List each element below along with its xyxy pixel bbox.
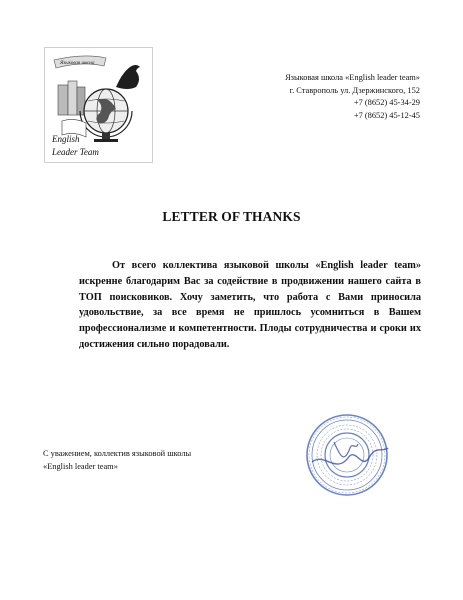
phone-line-1: +7 (8652) 45-34-29 <box>353 98 420 108</box>
signature-block <box>43 448 191 473</box>
address-line-2: г. Ставрополь ул. Дзержинского, 152 <box>289 85 420 95</box>
letter-body-text: От всего коллектива языковой школы «English leader team» искренне благодарим Вас за содействие в продвижении нашего сайта в ТОП поисковиков. Хочу заметить, что работа с Вами приносила удовольствие, за все время не пришлось усомниться в Вашем профессионализме и компетентности. Плоды сотрудничества и сроки их достижения сильно порадовали. <box>79 260 421 350</box>
phone-line-2: +7 (8652) 45-12-45 <box>353 110 420 120</box>
logo-name-line1: English <box>52 134 80 144</box>
official-stamp <box>304 412 390 498</box>
address-line-1: Языковая школа «English leader team» <box>285 73 420 82</box>
letter-title: LETTER OF THANKS <box>162 209 301 224</box>
logo-name-line2: Leader Team <box>52 147 99 157</box>
address-block <box>285 72 420 122</box>
signature-line-2: «English leader team» <box>43 461 118 471</box>
letter-body <box>79 258 421 353</box>
signature-line-1: С уважением, коллектив языковой школы <box>43 449 192 458</box>
logo-ribbon-text: Языковая школа <box>60 61 95 66</box>
school-logo <box>44 47 153 163</box>
